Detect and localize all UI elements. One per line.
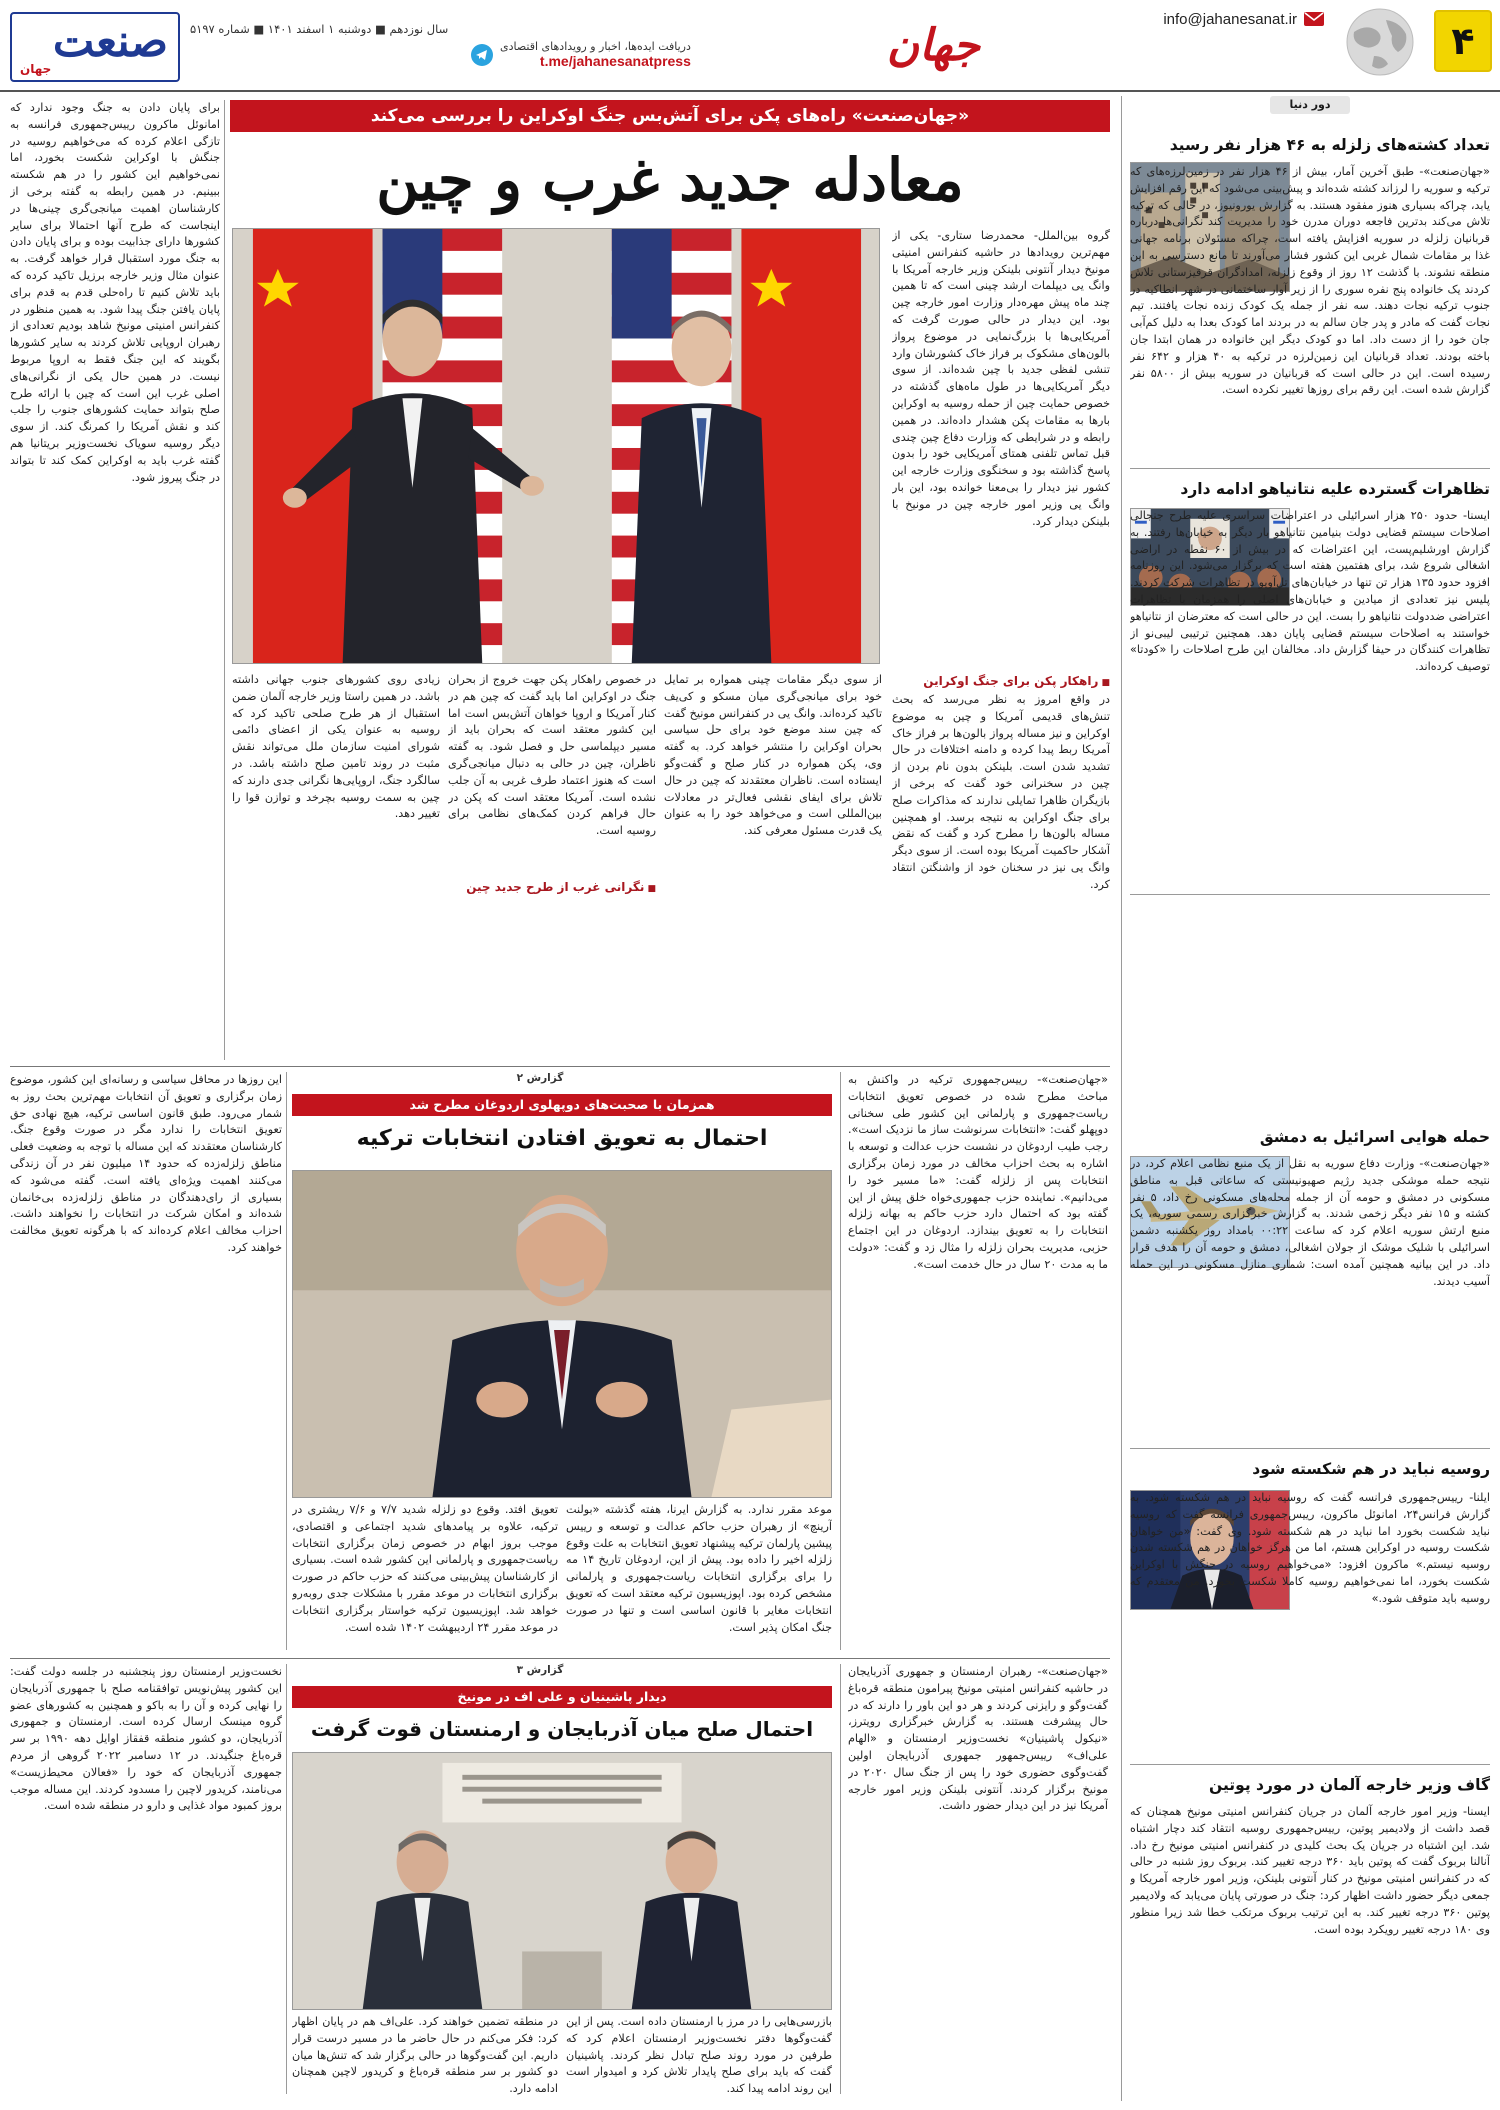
sidebar-item-4-text: ایلنا- رییس‌جمهوری فرانسه گفت که روسیه نباید در هم شکسته شود. به گزارش فرانس۲۴، امانوئل ماکرون، رییس‌جمهوری فرانسه گفت که روسیه نباید شکست بخورد اما نباید در هم شکسته شود. وی گفت: «من خواهان شکست روسیه در اوکراین هستم، اما من هرگز خواهان در هم شکسته شدن روسیه نیستم.» ماکرون افزود: «می‌خواهیم روسیه در جنگش با اوکراین شکست بخورد، اما نمی‌خواهیم روسیه کاملا شکست بخورد. من معتقدم که روسیه باید متوقف شود.» [1130, 1491, 1490, 1605]
report2-col-d: این روزها در محافل سیاسی و رسانه‌ای این کشور، موضوع زمان برگزاری و تعویق آن انتخابات مهم‌ترین بحث روز به شمار می‌رود. طبق قانون اساسی ترکیه، هیچ نهادی حق تعویق انتخابات را ندارد مگر در صورت وقوع جنگ. کارشناسان معتقدند که این مساله با توجه به وضعیت فعلی مناطق زلزله‌زده که حدود ۱۴ میلیون نفر در آن زندگی می‌کنند اهمیت ویژه‌ای یافته است. گفته می‌شود که بسیاری از رای‌دهندگان در مناطق زلزله‌زده بی‌خانمان شده‌اند و امکان شرکت در انتخابات را نخواهند داشت. احزاب مخالف اعلام کرده‌اند که با هرگونه تعویق مخالفت خواهند کرد. [10, 1073, 282, 1254]
sidebar-separator [1121, 96, 1122, 2101]
erdogan-photo [292, 1170, 832, 1498]
sidebar-divider [1130, 894, 1490, 895]
report2-banner: همزمان با صحبت‌های دوپهلوی اردوغان مطرح شد [292, 1094, 832, 1116]
blinken-wangyi-photo [232, 228, 880, 664]
logo-sub: جهان [20, 62, 52, 76]
logo [10, 12, 180, 82]
report3-tag: گزارش ۳ [516, 1664, 564, 1676]
sidebar-divider [1130, 1764, 1490, 1765]
sidebar-item-1-text: «جهان‌صنعت»- طبق آخرین آمار، بیش از ۴۶ هزار نفر در زمین‌لرزه‌های که ترکیه و سوریه را لرزاند کشته شده‌اند و پیش‌بینی می‌شود که این رقم افزایش یابد، چراکه بسیاری هنوز مفقود هستند. به گزارش یورونیوز، در حالی که ترکیه تلاش می‌کند بدترین فاجعه دوران مدرن خود را مدیریت کند نگرانی‌ها درباره قربانیان زلزله در سوریه افزایش یافته است، چراکه مسئولان برنامه جهانی غذا بر مقامات شمال غربی این کشور فشار می‌آورند تا مانع دسترسی به این منطقه نشوند. با گذشت ۱۲ روز از وقوع زلزله، امدادگران قرقیزستانی تلاش کردند یک خانواده پنج نفره سوری را از زیر آوار ساختمانی در شهر انطاکیه در جنوب ترکیه نجات دهند. سه نفر از جمله یک کودک زنده نجات یافتند. تیم نجات گفت که مادر و پدر جان سالم به در بردند اما کودک بعدا به دلیل کم‌آبی جان خود را از دست داد. اما دو کودک دیگر این خانواده در همان ابتدا جان باخته بودند. تعداد قربانیان این زمین‌لرزه در ترکیه به ۴۰ هزار و ۶۴۲ نفر رسیده است. این در حالی است که قربانیان در سوریه بیش از ۵۸۰۰ نفر گزارش شده است. این رقم برای روزها تغییر نکرده است. [1130, 165, 1490, 397]
section-divider [10, 1658, 1110, 1659]
globe-icon [1340, 6, 1420, 78]
report2-col-a: «جهان‌صنعت»- رییس‌جمهوری ترکیه در واکنش به مباحث مطرح شده در خصوص تعویق انتخابات ریاست‌جمهوری و پارلمانی این کشور طی سخنانی دوپهلو گفت: «انتخابات سرنوشت ساز ما نزدیک است». رجب طیب اردوغان در نشست حزب عدالت و توسعه با اشاره به بحث احزاب مخالف در مورد زمان برگزاری انتخابات پس از زلزله گفت: «ما مسیر خود را می‌دانیم». نماینده حزب جمهوری‌خواه خلق پیش از این گفته بود که احتمال دارد حزب حاکم به بهانه زلزله انتخابات را به تعویق بیندازد. اردوغان در این اجتماع حزبی، مدیریت بحران زلزله را مثال زد و گفت: «دولت ما به مدت ۲۰ سال در حال خدمت است». [848, 1073, 1108, 1271]
telegram-caption: دریافت ایده‌ها، اخبار و رویدادهای اقتصادی [500, 40, 691, 53]
issue-info: سال نوزدهم ■ دوشنبه ۱ اسفند ۱۴۰۱ ■ شماره ۵۱۹۷ [190, 22, 449, 36]
report3-col-b: بازرسی‌هایی را در مرز با ارمنستان داده است. پس از این گفت‌وگوها دفتر نخست‌وزیر ارمنستان اعلام کرد که طرفین در مورد روند صلح تبادل نظر کردند. پاشینیان گفت که باید برای صلح پایدار تلاش کرد و امیدوار است این روند ادامه پیدا کند. [566, 2015, 832, 2096]
header-rule [0, 90, 1500, 92]
outer-col-separator [224, 100, 225, 1060]
sidebar-divider [1130, 1448, 1490, 1449]
page-number: ۴ [1451, 19, 1475, 63]
main-col-mid2: در خصوص راهکار پکن جهت خروج از بحران جنگ در اوکراین اما باید گفت که چین هم در کنار آمریکا و اروپا خواهان آتش‌بس است اما این کشور معتقد است که بحران باید از مسیر دیپلماسی حل و فصل شود. به گفته ناظران، چین در حالی به دنبال میانجی‌گری است که هنوز اعتماد طرف غربی به آن جلب نشده است. آمریکا معتقد است که پکن در حال فراهم کردن کمک‌های نظامی برای روسیه است. [448, 673, 656, 838]
logo-text: صنعت [52, 16, 168, 67]
report3-col-c: در منطقه تضمین خواهند کرد. علی‌اف هم در پایان اظهار کرد: فکر می‌کنم در حال حاضر ما در مسیر درست قرار داریم. این گفت‌وگوها در حالی برگزار شد که تنش‌ها میان دو کشور بر سر منطقه قره‌باغ و کریدور لاچین همچنان ادامه دارد. [292, 2015, 558, 2096]
sidebar-item-1-title: تعداد کشته‌های زلزله به ۴۶ هزار نفر رسید [1169, 136, 1490, 154]
sidebar-label: دور دنیا [1270, 96, 1350, 114]
report3-separator [840, 1664, 841, 2094]
report2-tag: گزارش ۲ [516, 1072, 564, 1084]
telegram-link[interactable]: t.me/jahanesanatpress [539, 53, 691, 69]
main-col-right: گروه بین‌الملل- محمدرضا ستاری- یکی از مهم‌ترین رویدادها در حاشیه کنفرانس امنیتی مونیخ دیدار آنتونی بلینکن وزیر خارجه آمریکا با وانگ یی دیپلمات ارشد چینی است که تا همین چند ماه پیش مهره‌دار وزارت امور خارجه چین بود. این دیدار در حالی صورت گرفت که آمریکایی‌ها با بزرگ‌نمایی در موضوع پرواز بالون‌های مشکوک بر فراز خاک کشورشان وارد تنشی لفظی جدید با چین شده‌اند. از سوی دیگر آمریکایی‌ها در طول ماه‌های گذشته در خصوص حمایت چین از حمله روسیه به اوکراین بارها به مقامات پکن هشدار داده‌اند. در همین رابطه و در شرایطی که وزارت دفاع چین چندی قبل تماس تلفنی همتای آمریکایی خود را بدون پاسخ گذاشته بود و سخنگوی وزارت خارجه این کشور نیز دیدار را بی‌معنا خوانده بود، این بار وانگ یی وزیر امور خارجه چین در مونیخ با بلینکن دیدار کرد. [892, 229, 1110, 528]
report3-col-a: «جهان‌صنعت»- رهبران ارمنستان و جمهوری آذربایجان در حاشیه کنفرانس امنیتی مونیخ پیرامون منطقه قره‌باغ گفت‌وگو و رایزنی کردند و هر دو این باور را دارند که در حال پیشرفت هستند. به گزارش خبرگزاری رویترز، «نیکول پاشینیان» نخست‌وزیر ارمنستان و «الهام علی‌اف» رییس‌جمهور جمهوری آذربایجان اولین گفت‌وگوی حضوری خود را پس از جنگ سال ۲۰۲۰ در مونیخ برگزار کردند. آنتونی بلینکن وزیر امور خارجه آمریکا نیز در این دیدار حضور داشت. [848, 1665, 1108, 1813]
sidebar-item-5-title: گاف وزیر خارجه آلمان در مورد پوتین [1209, 1776, 1490, 1794]
section-title: جهان [886, 20, 980, 71]
report2-col-c: تعویق افتد. وقوع دو زلزله شدید ۷/۷ و ۷/۶ ریشتری در ترکیه، علاوه بر پیامدهای شدید اجتماعی و اقتصادی، موجب بروز ابهام در خصوص زمان برگزاری انتخابات ریاست‌جمهوری و پارلمانی این کشور شده است. بسیاری از کارشناسان پیش‌بینی می‌کنند که حزب حاکم در صورت برگزاری انتخابات در موعد مقرر با مشکلات جدی روبه‌رو خواهد شد. اپوزیسیون ترکیه خواستار برگزاری انتخابات در موعد مقرر ۲۴ اردیبهشت ۱۴۰۲ شده است. [292, 1503, 558, 1634]
main-kicker: «جهان‌صنعت» راه‌های پکن برای آتش‌بس جنگ اوکراین را بررسی می‌کند [230, 100, 1110, 132]
report3-col-d: نخست‌وزیر ارمنستان روز پنجشنبه در جلسه دولت گفت: این کشور پیش‌نویس توافقنامه صلح با جمهوری آذربایجان را نهایی کرده و آن را به باکو و همچنین به کشورهای عضو گروه مینسک ارسال کرده است. ارمنستان و جمهوری آذربایجان، دو کشور منطقه قفقاز اوایل دهه ۱۹۹۰ بر سر قره‌باغ جنگیدند. در ۱۲ دسامبر ۲۰۲۲ گروهی از مردم جمهوری آذربایجان که خود را «فعالان محیط‌زیست» می‌نامند، کریدور لاچین را مسدود کردند. این مساله موجب بروز کمبود مواد غذایی و دارو در منطقه شده است. [10, 1665, 282, 1813]
report2-col-b: موعد مقرر ندارد. به گزارش ایرنا، هفته گذشته «بولنت آرینچ» از رهبران حزب حاکم عدالت و توسعه و رییس پیشین پارلمان ترکیه پیشنهاد تعویق انتخابات به علت وقوع زلزله اخیر را داده بود. پیش از این، اردوغان تاریخ ۱۴ مه را برای برگزاری انتخابات ریاست‌جمهوری و پارلمانی مشخص کرده بود. اپوزیسیون ترکیه معتقد است که تعویق انتخابات مغایر با قانون اساسی است و تنها در صورت جنگ امکان پذیر است. [566, 1503, 832, 1634]
sidebar-item-5-text: ایسنا- وزیر امور خارجه آلمان در جریان کنفرانس امنیتی مونیخ همچنان که قصد داشت از ولادیمیر پوتین، رییس‌جمهوری روسیه انتقاد کند دچار اشتباه شد. این اشتباه در جریان یک بحث کلیدی در کنفرانس امنیتی مونیخ رخ داد. آنالنا بربوک گفت که پوتین باید ۳۶۰ درجه تغییر کند. بربوک روز شنبه در حالی که در کنفرانس امنیتی مونیخ در کنار آنتونی بلینکن، وزیر امور خارجه آمریکا و جمعی دیگر حضور داشت اظهار کرد: جنگ در صورتی پایان می‌یابد که ولادیمیر پوتین ۳۶۰ درجه تغییر کند. به این ترتیب بربوک مرتکب خطا شد زیرا منظور وی ۱۸۰ درجه تغییر رویکرد بوده است. [1130, 1805, 1490, 1936]
report3-headline: احتمال صلح میان آذربایجان و ارمنستان قوت گرفت [310, 1717, 814, 1741]
page-number-badge [1434, 10, 1492, 72]
report3-banner: دیدار پاشینیان و علی اف در مونیخ [292, 1686, 832, 1708]
main-sub2 [448, 876, 656, 901]
sidebar-item-3-title: حمله هوایی اسرائیل به دمشق [1259, 1128, 1490, 1146]
report2-separator [840, 1072, 841, 1650]
email-icon [1303, 8, 1325, 30]
main-col-mid: از سوی دیگر مقامات چینی همواره بر تمایل خود برای میانجی‌گری میان مسکو و کی‌یف تاکید کرده‌اند. وانگ یی در کنفرانس مونیخ گفت که چین سند موضع خود برای حل سیاسی بحران اوکراین را منتشر خواهد کرد. به گفته وی، پکن همواره در کنار صلح و گفت‌وگو ایستاده است. ناظران معتقدند که چین در حال تلاش برای ایفای نقشی فعال‌تر در معادلات بین‌المللی است و می‌خواهد خود را به عنوان یک قدرت مسئول معرفی کند. [664, 673, 882, 838]
section-divider [10, 1066, 1110, 1067]
report3-separator [286, 1664, 287, 2094]
main-outer-col: برای پایان دادن به جنگ وجود ندارد که امانوئل ماکرون رییس‌جمهوری فرانسه به تازگی اعلام کرده که می‌خواهیم روسیه در جنگش با اوکراین شکست بخورد، اما نمی‌خواهیم این کشور را در هم شکسته ببینیم. در همین رابطه به گفته برخی از کارشناسان اهمیت میانجی‌گری چینی‌ها در اینجاست که طرح آنها احتمالا برای سایر کشورها دارای جذابیت بوده و برای پایان دادن به جنگ مورد استقبال قرار خواهد گرفت. به عنوان مثال وزیر خارجه برزیل تاکید کرده که باید تلاش کنیم تا راه‌حلی قدم به قدم برای پایان یافتن جنگ پیدا شود. به همین منظور در کنفرانس امنیتی مونیخ شاهد بودیم تعدادی از رهبران اروپایی تلاش کردند به سایر کشورها بگویند که این جنگ فقط به اروپا مربوط نیست. در همین حال یکی از نگرانی‌های اصلی غرب این است که چین با ارائه طرح صلح بتواند حمایت کشورهای جنوب را جلب کند و نقش آمریکا را کمرنگ کند. از سوی دیگر روسیه سویاک نخست‌وزیر بریتانیا هم گفته غرب باید به اوکراین کمک کند تا بتواند در جنگ پیروز شود. [10, 101, 220, 484]
report2-separator [286, 1072, 287, 1650]
sidebar-item-4-title: روسیه نباید در هم شکسته شود [1252, 1460, 1490, 1478]
sidebar-item-2-title: تظاهرات گسترده علیه نتانیاهو ادامه دارد [1180, 480, 1490, 498]
sidebar-item-2-text: ایسنا- حدود ۲۵۰ هزار اسرائیلی در اعتراضات سراسری علیه طرح جنجالی اصلاحات سیستم قضایی دولت بنیامین نتانیاهو بار دیگر به خیابان‌ها رفتند. به گزارش اورشلیم‌پست، این اعتراضات که در بیش از ۶۰ نقطه در اراضی اشغالی شروع شد، برای هفتمین هفته است که برگزار می‌شود. این روزنامه افزود حدود ۱۳۵ هزار تن تنها در خیابان‌های تل‌آویو در تظاهرات شرکت کردند. پلیس نیز تعدادی از میادین و خیابان‌های اصلی را همزمان با تظاهرات اعتراضی ضددولت نتانیاهو را بست. این در حالی است که معترضان از نتانیاهو خواستند به اصلاحات سیستم قضایی پایان دهد. همچنین ترتیبی لیبی‌نو از تظاهرات کنندگان در حیفا گزارش داد. مخالفان این طرح اصلاحات را «کودتا» توصیف کرده‌اند. [1130, 509, 1490, 674]
sidebar-item-3-text: «جهان‌صنعت»- وزارت دفاع سوریه به نقل از یک منبع نظامی اعلام کرد، در نتیجه حمله موشکی جدید رژیم صهیونیستی که ساعاتی قبل به مناطق مسکونی در دمشق و حومه آن از جمله محله‌های مسکونی رخ داد، ۵ نفر کشته و ۱۵ نفر دیگر زخمی شدند. به گزارش خبرگزاری رسمی سوریه، یک منبع ارتش سوریه اعلام کرد که ساعت ۰۰:۲۲ بامداد روز یکشنبه دشمن اسرائیلی با شلیک موشک از جولان اشغالی، دمشق و حومه آن را هدف قرار داد. در این بیانیه همچنین آمده است: شماری منازل مسکونی در این حمله آسیب دیدند. [1130, 1157, 1490, 1288]
sub1-title: ■ راهکار پکن برای جنگ اوکراین [892, 672, 1110, 692]
telegram-block [470, 40, 691, 69]
email-block [1163, 8, 1325, 30]
main-sub1-text: در واقع امروز به نظر می‌رسد که بحث تنش‌های قدیمی آمریکا و چین به موضوع اوکراین و نیز مساله پرواز بالون‌ها بر فراز خاک آمریکا ربط پیدا کرده و دامنه اختلافات در حال تشدید شدن است. بلینکن بدون نام بردن از چین در سخنرانی خود گفت که برخی از بازیگران ظاهرا تمایلی ندارند که مذاکرات صلح برای جنگ اوکراین به نتیجه برسد. او همچنین مساله بالون‌ها را مطرح کرد و گفت که نقض آشکار حاکمیت آمریکا بوده است. از سوی دیگر وانگ یی نیز در سخنان خود از واشنگتن انتقاد کرد. [892, 693, 1110, 891]
telegram-icon [470, 43, 494, 67]
page-header [0, 0, 1500, 86]
sidebar [1130, 96, 1490, 2096]
email-address[interactable]: info@jahanesanat.ir [1163, 10, 1297, 28]
sidebar-divider [1130, 468, 1490, 469]
main-col-left2: زیادی روی کشورهای جنوب جهانی داشته باشد. در همین راستا وزیر خارجه آلمان ضمن استقبال از هر طرح صلحی تاکید کرد که روسیه به عنوان یکی از اعضای دائمی شورای امنیت سازمان ملل می‌تواند نقش مثبت در روند تامین صلح داشته باشد. در سالگرد جنگ، اروپایی‌ها نگرانی جدی دارند که چین به سمت روسیه بچرخد و توازن قوا را تغییر دهد. [232, 673, 440, 821]
pashinyan-aliyev-photo [292, 1752, 832, 2010]
main-headline: معادله جدید غرب و چین [376, 146, 964, 214]
report2-headline: احتمال به تعویق افتادن انتخابات ترکیه [356, 1126, 768, 1151]
sub2-title: ■ نگرانی غرب از طرح جدید چین [448, 878, 656, 898]
